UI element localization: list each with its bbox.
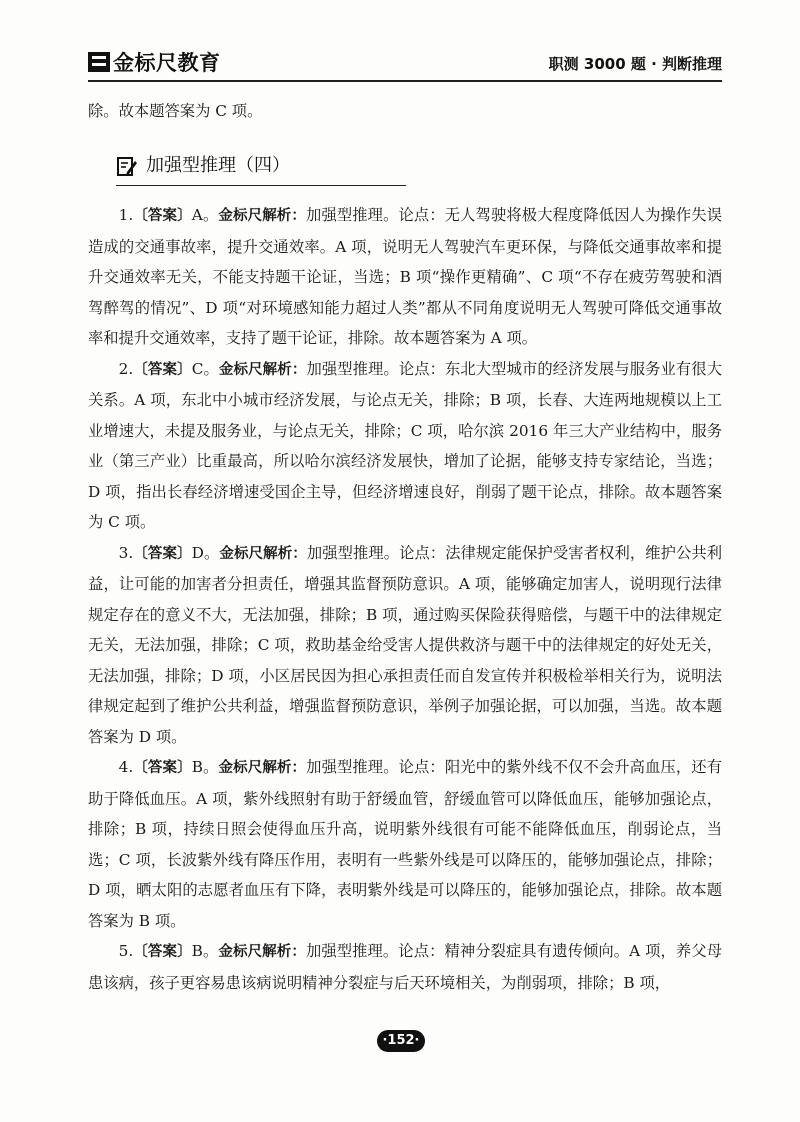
analysis-label: 金标尺解析： [218, 760, 307, 776]
answer-label: 〔答案〕 [133, 944, 192, 960]
page-header [88, 44, 722, 84]
brand-name: 金标尺教育 [113, 51, 221, 75]
analysis-text: 加强型推理。论点：精神分裂症具有遗传倾向。A 项，养父母患该病，孩子更容易患该病说明精神分裂症与后天环境相关，为削弱项，排除；B 项， [88, 942, 723, 992]
pencil-note-icon [116, 155, 138, 177]
analysis-label: 金标尺解析： [219, 545, 307, 562]
item-number: 4. [118, 758, 134, 776]
item-number: 2. [118, 359, 134, 378]
answer-value: B。 [191, 942, 219, 960]
page-content [88, 96, 722, 998]
item-number: 1. [118, 206, 134, 224]
header-divider [88, 80, 722, 82]
item-number: 5. [118, 942, 134, 960]
page-number: ·152· [377, 1030, 425, 1052]
analysis-text: 加强型推理。论点：法律规定能保护受害者权利，维护公共利益，让可能的加害者分担责任，增强其监督预防意识。A 项，能够确定加害人，说明现行法律规定存在的意义不大，无法加强，排除；B 项，通过购买保险获得赔偿，与题干中的法律规定无关，无法加强，排除；C 项，救助基金给受害人提供救济与题干中的法律规定的好处无关，无法加强，排除；D 项，小区居民因为担心承担责任而自发宣传并积极检举相关行为，说明法律规定起到了维护公共利益，增强监督预防意识，举例子加强论据，可以加强，当选。故本题答案为 D 项。 [88, 543, 723, 746]
answer-item-2 [88, 354, 722, 538]
answer-item-1 [88, 200, 722, 354]
answer-value: D。 [191, 543, 220, 562]
answer-label: 〔答案〕 [133, 208, 192, 224]
answer-label: 〔答案〕 [133, 760, 192, 776]
answer-item-3 [88, 538, 722, 753]
answer-item-5 [88, 936, 722, 998]
answer-value: C。 [191, 359, 219, 378]
brand-logo [88, 50, 221, 74]
answer-item-4 [88, 752, 722, 936]
analysis-label: 金标尺解析： [218, 361, 307, 378]
answer-value: A。 [191, 206, 219, 224]
analysis-label: 金标尺解析： [218, 944, 306, 960]
section-title: 加强型推理（四） [146, 154, 290, 176]
analysis-text: 加强型推理。论点：阳光中的紫外线不仅不会升高血压，还有助于降低血压。A 项，紫外线照射有助于舒缓血管，舒缓血管可以降低血压，能够加强论点，排除；B 项，持续日照会使得血压升高，说明紫外线很有可能不能降低血压，削弱论点，当选；C 项，长波紫外线有降压作用，表明有一些紫外线是可以降压的，能够加强论点，排除；D 项，晒太阳的志愿者血压有下降，表明紫外线是可以降压的，能够加强论点，排除。故本题答案为 B 项。 [88, 758, 723, 930]
answer-label: 〔答案〕 [133, 361, 192, 378]
analysis-text: 加强型推理。论点：无人驾驶将极大程度降低因人为操作失误造成的交通事故率，提升交通效率。A 项，说明无人驾驶汽车更环保，与降低交通事故率和提升交通效率无关，不能支持题干论证，当选；B 项“操作更精确”、C 项“不存在疲劳驾驶和酒驾醉驾的情况”、D 项“对环境感知能力超过人类”都从不同角度说明无人驾驶可降低交通事故率和提升交通效率，支持了题干论证，排除。故本题答案为 A 项。 [88, 206, 723, 347]
item-number: 3. [118, 543, 134, 562]
analysis-label: 金标尺解析： [218, 208, 307, 224]
brand-logo-icon [88, 52, 110, 72]
answer-value: B。 [191, 758, 219, 776]
book-title: 职测 3000 题 · 判断推理 [548, 55, 722, 73]
section-heading [116, 151, 406, 187]
answer-label: 〔答案〕 [133, 545, 192, 562]
intro-line: 除。故本题答案为 C 项。 [88, 102, 263, 120]
analysis-text: 加强型推理。论点：东北大型城市的经济发展与服务业有很大关系。A 项，东北中小城市经济发展，与论点无关，排除；B 项，长春、大连两地规模以上工业增速大，未提及服务业，与论点无关，排除；C 项，哈尔滨 2016 年三大产业结构中，服务业（第三产业）比重最高，所以哈尔滨经济发展快，增加了论据，能够支持专家结论，当选；D 项，指出长春经济增速受国企主导，但经济增速良好，削弱了题干论点，排除。故本题答案为 C 项。 [88, 359, 722, 531]
